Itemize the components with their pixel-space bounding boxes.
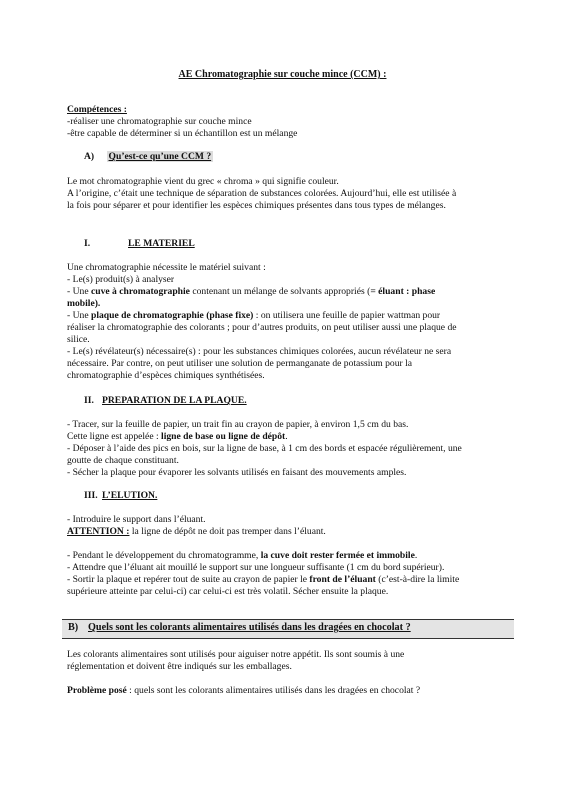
paragraph-line: la fois pour séparer et pour identifier les espèces chimiques présentes dans tous types de mélanges. <box>67 200 446 211</box>
paragraph-line: - Une cuve à chromatographie contenant un mélange de solvants appropriés (= éluant : phase <box>67 286 436 297</box>
paragraph-line: Le mot chromatographie vient du grec « chroma » qui signifie couleur. <box>67 176 339 187</box>
paragraph-line: - Déposer à l’aide des pics en bois, sur la ligne de base, à 1 cm des bords et espacée régulièrement, une <box>67 443 462 454</box>
paragraph-line: Les colorants alimentaires sont utilisés pour aiguiser notre appétit. Ils sont soumis à une <box>67 649 405 660</box>
paragraph-line: goutte de chaque constituant. <box>67 455 179 466</box>
paragraph-line: réglementation et doivent être indiqués sur les emballages. <box>67 661 292 672</box>
competences-heading: Compétences : <box>67 104 127 115</box>
paragraph-line: - Une plaque de chromatographie (phase fixe) : on utilisera une feuille de papier wattman pour <box>67 310 441 321</box>
paragraph-line: silice. <box>67 334 90 345</box>
section-2-number: II. <box>84 395 94 406</box>
section-2-body <box>67 419 507 479</box>
paragraph-line: - Le(s) produit(s) à analyser <box>67 274 175 285</box>
section-3-body-2 <box>67 550 507 598</box>
paragraph-line: - Attendre que l’éluant ait mouillé le support sur une longueur suffisante (1 cm du bord supérieur). <box>67 562 445 573</box>
section-b-heading <box>88 622 411 634</box>
paragraph-line: - Pendant le développement du chromatogramme, la cuve doit rester fermée et immobile. <box>67 550 418 561</box>
section-a-label: A) <box>84 151 95 162</box>
section-2-title: PREPARATION DE LA PLAQUE. <box>102 395 247 406</box>
paragraph-line: supérieure atteinte par celui-ci) car celui-ci est très volatil. Sécher ensuite la plaque. <box>67 586 389 597</box>
paragraph-line: chromatographie d’espèces chimiques synthétisées. <box>67 370 265 381</box>
section-b-title: Quels sont les colorants alimentaires utilisés dans les dragées en chocolat ? <box>88 622 411 633</box>
section-b-label: B) <box>68 622 79 633</box>
problem-statement <box>67 685 507 697</box>
competence-item: -être capable de déterminer si un échantillon est un mélange <box>67 128 298 139</box>
competences-block <box>67 104 507 140</box>
paragraph-line: Problème posé : quels sont les colorants alimentaires utilisés dans les dragées en chocolat ? <box>67 685 421 696</box>
page-title: AE Chromatographie sur couche mince (CCM) : <box>178 69 387 80</box>
section-a-heading <box>84 151 213 163</box>
section-1-title: LE MATERIEL <box>128 238 195 249</box>
section-1-number: I. <box>84 238 91 249</box>
paragraph-line: - Le(s) révélateur(s) nécessaire(s) : pour les substances chimiques colorées, aucun révélateur ne sera <box>67 346 452 357</box>
paragraph-line: Cette ligne est appelée : ligne de base ou ligne de dépôt. <box>67 431 288 442</box>
paragraph-line: - Sortir la plaque et repérer tout de suite au crayon de papier le front de l’éluant (c’est-à-dire la limite <box>67 574 460 585</box>
section-1-heading <box>84 238 195 250</box>
paragraph-line: nécessaire. Par contre, on peut utiliser une solution de permanganate de potassium pour la <box>67 358 413 369</box>
section-3-heading <box>84 490 157 502</box>
section-a-body <box>67 176 507 212</box>
section-3-title: L’ELUTION. <box>102 490 158 501</box>
section-3-body <box>67 514 507 538</box>
section-b-body <box>67 649 507 673</box>
section-3-number: III. <box>84 490 98 501</box>
paragraph-line: mobile). <box>67 298 101 309</box>
section-2-heading <box>84 395 247 407</box>
paragraph-line: - Introduire le support dans l’éluant. <box>67 514 206 525</box>
section-1-body <box>67 262 507 382</box>
paragraph-line: réaliser la chromatographie des colorants ; pour d’autres produits, on peut utiliser aussi une plaque de <box>67 322 457 333</box>
paragraph-line: A l’origine, c’était une technique de séparation de substances colorées. Aujourd’hui, elle est utilisée à <box>67 188 457 199</box>
section-a-title: Qu’est-ce qu’une CCM ? <box>108 151 212 162</box>
paragraph-line: ATTENTION : la ligne de dépôt ne doit pas tremper dans l’éluant. <box>67 526 326 537</box>
competence-item: -réaliser une chromatographie sur couche mince <box>67 116 252 127</box>
paragraph-line: - Tracer, sur la feuille de papier, un trait fin au crayon de papier, à environ 1,5 cm du bas. <box>67 419 409 430</box>
paragraph-line: Une chromatographie nécessite le matériel suivant : <box>67 262 266 273</box>
paragraph-line: - Sécher la plaque pour évaporer les solvants utilisés en faisant des mouvements amples. <box>67 467 407 478</box>
